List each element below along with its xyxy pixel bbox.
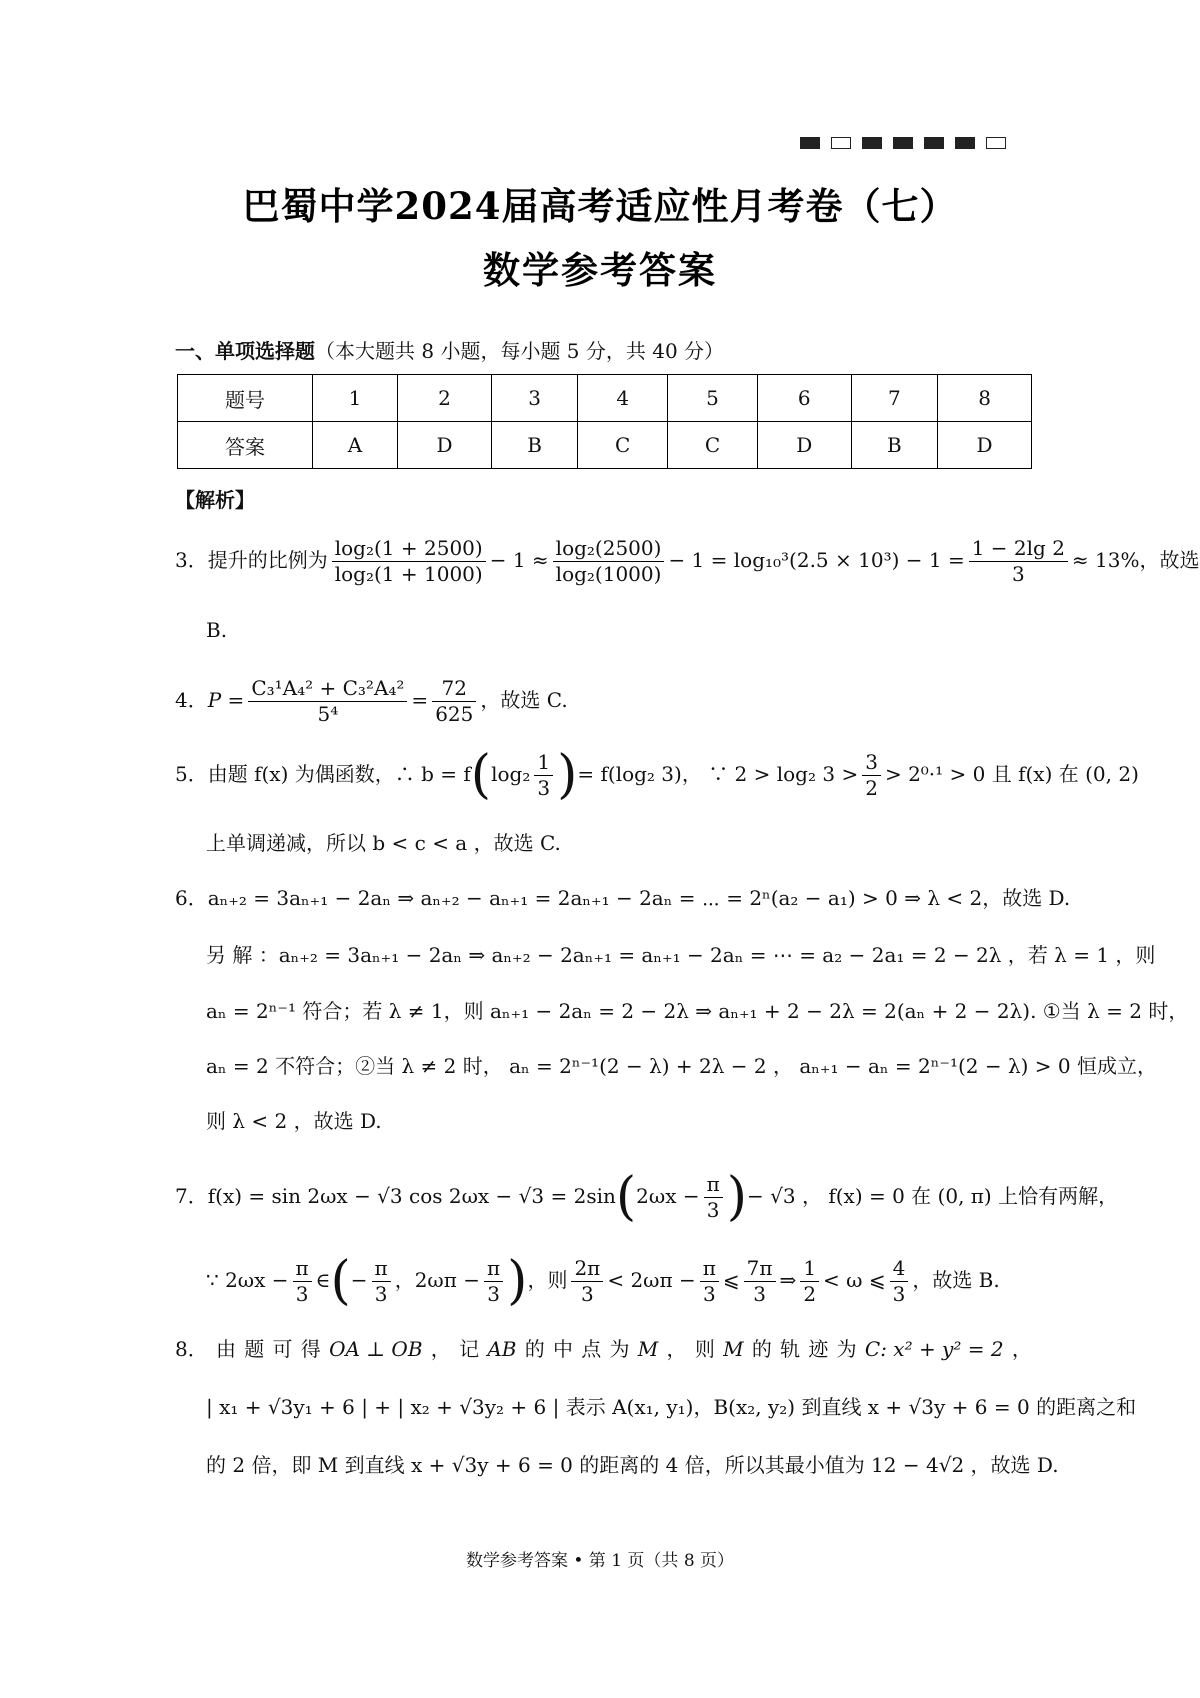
numerator: C₃¹A₄² + C₃²A₄²: [248, 676, 407, 702]
numerator: 1: [534, 750, 553, 776]
solution-6-line-4: aₙ = 2 不符合；②当 λ ≠ 2 时， aₙ = 2ⁿ⁻¹(2 − λ) + 2λ − 2 ， aₙ₊₁ − aₙ = 2ⁿ⁻¹(2 − λ) > 0 恒成立，: [206, 1054, 1157, 1078]
numerator: 4: [890, 1256, 909, 1282]
math: M: [723, 1337, 744, 1361]
math: ，2ωπ −: [394, 1268, 480, 1292]
math: =: [411, 688, 429, 712]
math: −: [350, 1268, 368, 1292]
solution-3-line-1: [175, 536, 1200, 587]
denominator: 3: [702, 1282, 716, 1306]
row-header-number: 题号: [178, 375, 313, 422]
math: ∵ 2ωx −: [206, 1268, 289, 1292]
numerator: 72: [432, 676, 476, 702]
mark-empty-2: [986, 137, 1006, 149]
solution-6-line-3: aₙ = 2ⁿ⁻¹ 符合；若 λ ≠ 1，则 aₙ₊₁ − 2aₙ = 2 − 2λ ⇒ aₙ₊₁ + 2 − 2λ = 2(aₙ + 2 − 2λ). ①当 λ = 2 时，: [206, 999, 1189, 1023]
fraction: [571, 1256, 603, 1307]
numerator: 3: [862, 750, 881, 776]
row-header-answer: 答案: [178, 422, 313, 469]
fraction: [248, 676, 407, 727]
fraction: [553, 536, 665, 587]
math: − 1 = log₁₀³(2.5 × 10³) − 1 =: [668, 548, 965, 572]
numerator: 7π: [744, 1256, 776, 1282]
denominator: 3: [753, 1282, 766, 1306]
denominator: log₂(1 + 1000): [334, 562, 483, 586]
math: P =: [207, 688, 245, 712]
word: ，: [1011, 1337, 1032, 1361]
table-row-answers: [178, 422, 1032, 469]
text: 则: [1135, 943, 1156, 967]
word: 迹: [808, 1337, 829, 1361]
denominator: 2: [865, 776, 878, 800]
math: ⩽: [722, 1268, 740, 1292]
fraction: [744, 1256, 776, 1307]
numerator: π: [704, 1172, 723, 1198]
word: 为: [836, 1337, 857, 1361]
fraction: [372, 1256, 391, 1307]
left-paren: (: [470, 745, 492, 806]
math: 2ωx −: [636, 1184, 700, 1208]
text: 若 λ = 1 ，: [1027, 943, 1136, 967]
solution-7-line-2: [206, 1251, 1000, 1312]
question-number: 6: [757, 375, 851, 422]
math: M: [637, 1337, 659, 1361]
page-marks: [800, 137, 1006, 149]
solution-5-line-2: 上单调递减，所以 b < c < a ，故选 C.: [206, 831, 561, 855]
denominator: 3: [1011, 562, 1025, 586]
solution-number: 5．: [175, 762, 208, 786]
math: < 2ωπ −: [607, 1268, 696, 1292]
math: aₙ₊₂ = 3aₙ₊₁ − 2aₙ ⇒ aₙ₊₂ − 2aₙ₊₁ = aₙ₊₁ − 2aₙ = ⋯ = a₂ − 2a₁ = 2 − 2λ ，: [278, 943, 1028, 967]
fraction: [800, 1256, 819, 1307]
denominator: 3: [487, 1282, 500, 1306]
word: 的: [524, 1337, 545, 1361]
text: 另 解 ：: [206, 943, 279, 967]
solution-8-line-2: | x₁ + √3y₁ + 6 | + | x₂ + √3y₂ + 6 | 表示 A(x₁, y₁)，B(x₂, y₂) 到直线 x + √3y + 6 = 0 的距离之和: [206, 1395, 1137, 1419]
fraction: [484, 1256, 503, 1307]
section-note: （本大题共 8 小题，每小题 5 分，共 40 分）: [315, 339, 725, 363]
solution-number: 7．: [175, 1184, 208, 1208]
numerator: π: [484, 1256, 503, 1282]
word: 题: [244, 1337, 265, 1361]
text: ，则: [527, 1268, 568, 1292]
question-number: 7: [851, 375, 937, 422]
question-number: 1: [313, 375, 398, 422]
word: ，: [666, 1337, 687, 1361]
numerator: log₂(2500): [553, 536, 665, 562]
numerator: 1: [800, 1256, 819, 1282]
answer-cell: A: [313, 422, 398, 469]
page-footer: 数学参考答案 • 第 1 页（共 8 页）: [465, 1551, 735, 1571]
text: ≈ 13%，故选: [1071, 548, 1200, 572]
right-paren: ): [557, 745, 578, 806]
page-title: 巴蜀中学2024届高考适应性月考卷（七）: [242, 184, 958, 228]
math: log₂: [491, 762, 531, 786]
denominator: 3: [581, 1282, 594, 1306]
denominator: log₂(1000): [555, 562, 662, 586]
word: 则: [694, 1337, 715, 1361]
answer-cell: C: [668, 422, 758, 469]
question-number: 3: [491, 375, 577, 422]
question-number: 8: [938, 375, 1032, 422]
math: OA ⊥ OB: [329, 1337, 423, 1361]
numerator: 1 − 2lg 2: [969, 536, 1068, 562]
question-number: 2: [398, 375, 492, 422]
right-paren: ): [507, 1251, 528, 1312]
right-paren: ): [726, 1167, 748, 1228]
solution-number: 8．: [175, 1337, 208, 1361]
mark-filled-4: [924, 137, 944, 149]
math: 由题 f(x) 为偶函数，∴ b = f: [207, 762, 471, 786]
word: 得: [300, 1337, 321, 1361]
solution-4-line-1: [175, 676, 568, 727]
math: ⇒: [779, 1268, 797, 1292]
word: 为: [609, 1337, 630, 1361]
mark-filled-5: [955, 137, 975, 149]
mark-filled-2: [862, 137, 882, 149]
numerator: π: [293, 1256, 312, 1282]
solution-8-line-3: 的 2 倍，即 M 到直线 x + √3y + 6 = 0 的距离的 4 倍，所以其最小值为 12 − 4√2 ，故选 D.: [206, 1453, 1059, 1477]
numerator: log₂(1 + 2500): [332, 536, 486, 562]
fraction: [862, 750, 881, 801]
question-number: 5: [668, 375, 758, 422]
math: ∈: [315, 1268, 331, 1292]
math: aₙ₊₂ = 3aₙ₊₁ − 2aₙ ⇒ aₙ₊₂ − aₙ₊₁ = 2aₙ₊₁ − 2aₙ = ⋯ = 2ⁿ(a₂ − a₁) > 0 ⇒ λ < 2，故选 D.: [207, 886, 1071, 910]
math: > 2⁰·¹ > 0 且 f(x) 在 (0, 2): [884, 762, 1139, 786]
word: 的: [751, 1337, 772, 1361]
fraction: [293, 1256, 312, 1307]
word: 可: [272, 1337, 293, 1361]
fraction: [704, 1172, 723, 1223]
math: C: x² + y² = 2: [864, 1337, 1004, 1361]
math: − 1 ≈: [489, 548, 549, 572]
word: 轨: [780, 1337, 801, 1361]
denominator: 3: [374, 1282, 388, 1306]
numerator: π: [700, 1256, 719, 1282]
text: 提升的比例为: [207, 548, 328, 572]
left-paren: (: [330, 1251, 351, 1312]
denominator: 625: [435, 702, 474, 726]
denominator: 3: [892, 1282, 906, 1306]
solution-3-line-2: B.: [206, 618, 228, 642]
answer-table: [177, 374, 1032, 469]
solution-6-line-2: [206, 943, 1156, 967]
text: ，故选 B.: [912, 1268, 1000, 1292]
question-number: 4: [578, 375, 668, 422]
solution-6-line-5: 则 λ < 2 ，故选 D.: [206, 1109, 382, 1133]
fraction: [700, 1256, 719, 1307]
denominator: 3: [295, 1282, 309, 1306]
text: ，故选 C.: [480, 688, 568, 712]
word: 记: [459, 1337, 480, 1361]
fraction: [534, 750, 553, 801]
math: = f(log₂ 3)， ∵ 2 > log₂ 3 >: [577, 762, 859, 786]
section-title: 一、单项选择题: [175, 339, 315, 363]
mark-filled-1: [800, 137, 820, 149]
page-subtitle: 数学参考答案: [483, 248, 717, 292]
fraction: [432, 676, 476, 727]
word: 点: [581, 1337, 602, 1361]
fraction: [890, 1256, 909, 1307]
answer-cell: D: [938, 422, 1032, 469]
solution-6-line-1: [175, 888, 1070, 908]
numerator: π: [372, 1256, 391, 1282]
fraction: [332, 536, 486, 587]
answer-cell: D: [757, 422, 851, 469]
fraction: [969, 536, 1068, 587]
table-row-numbers: [178, 375, 1032, 422]
denominator: 3: [706, 1198, 720, 1222]
section-heading: [175, 335, 724, 364]
solution-number: 4．: [175, 688, 208, 712]
word: 由: [216, 1337, 236, 1361]
denominator: 2: [803, 1282, 817, 1306]
denominator: 5⁴: [317, 702, 339, 726]
math: f(x) = sin 2ωx − √3 cos 2ωx − √3 = 2sin: [207, 1184, 616, 1208]
mark-empty-1: [831, 137, 851, 149]
answer-cell: B: [491, 422, 577, 469]
math: − √3 ， f(x) = 0 在 (0, π) 上恰有两解，: [747, 1184, 1119, 1208]
analysis-label: 【解析】: [175, 488, 255, 512]
solution-5-line-1: [175, 745, 1139, 806]
answer-cell: D: [398, 422, 492, 469]
denominator: 3: [537, 776, 551, 800]
word: 中: [553, 1337, 573, 1361]
answer-cell: B: [851, 422, 937, 469]
solution-7-line-1: [175, 1167, 1119, 1228]
math: < ω ⩽: [823, 1268, 886, 1292]
answer-cell: C: [578, 422, 668, 469]
solution-8-line-1: [175, 1339, 1032, 1359]
math: AB: [487, 1337, 517, 1361]
mark-filled-3: [893, 137, 913, 149]
solution-number: 6．: [175, 886, 208, 910]
solution-number: 3．: [175, 548, 208, 572]
numerator: 2π: [571, 1256, 603, 1282]
word: ，: [430, 1337, 451, 1361]
left-paren: (: [615, 1167, 637, 1228]
